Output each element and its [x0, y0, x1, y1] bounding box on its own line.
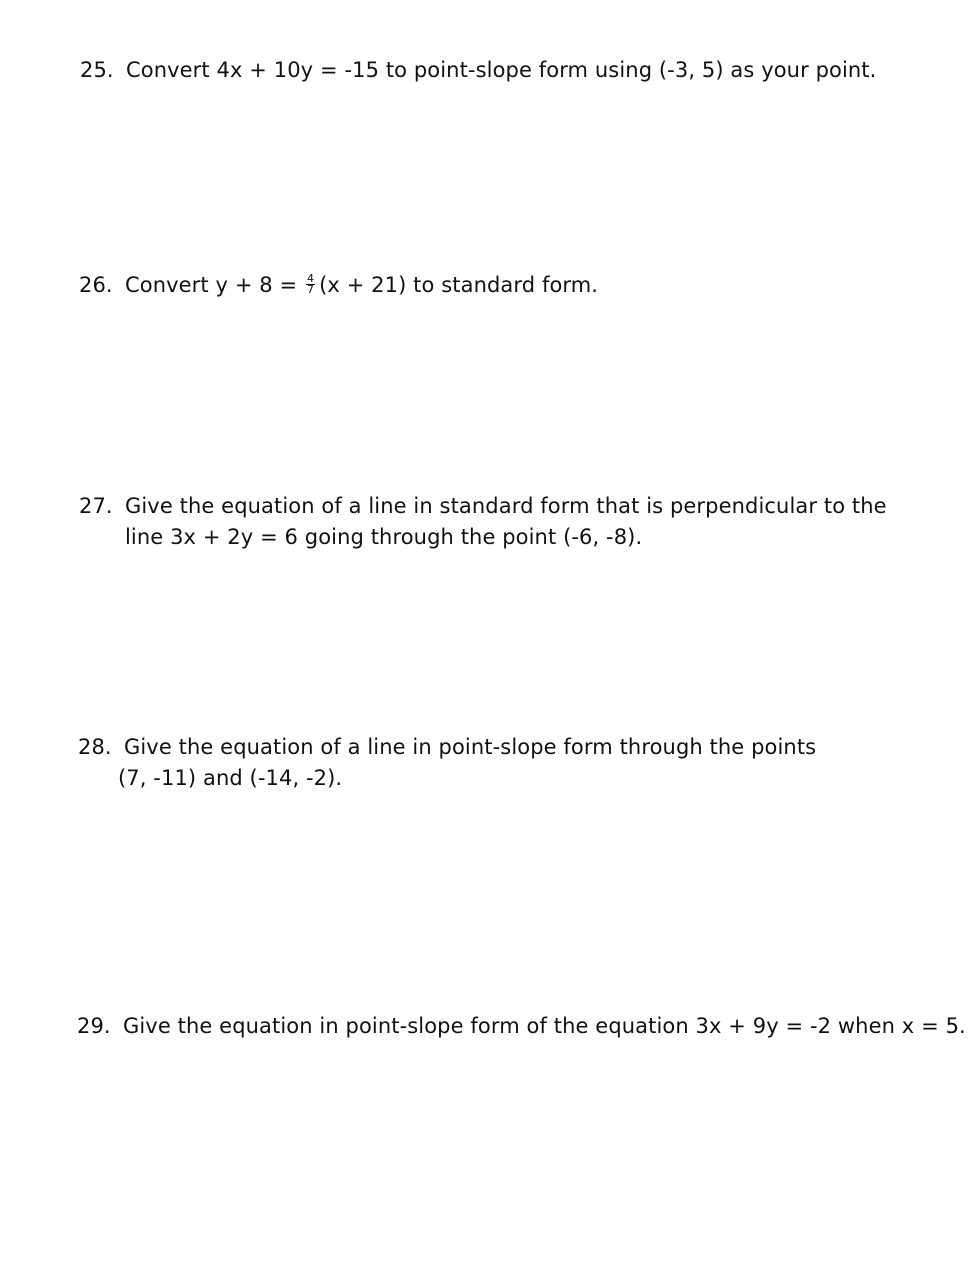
fraction-denominator: 7 [307, 282, 315, 296]
question-text-line-1: Give the equation of a line in point-slope form through the points [124, 735, 817, 759]
question-number: 27. [79, 494, 113, 518]
question-text-line-1: Give the equation of a line in standard form that is perpendicular to the [125, 494, 887, 518]
question-text-line-2: (7, -11) and (-14, -2). [118, 766, 343, 790]
question-text-before-fraction: Convert y + 8 = [125, 273, 298, 297]
question-text [125, 270, 598, 301]
fraction-numerator: 4 [307, 271, 315, 285]
question-number: 26. [79, 273, 113, 297]
question-number: 28. [78, 735, 112, 759]
question-text-line-2: line 3x + 2y = 6 going through the point (-6, -8). [125, 525, 643, 549]
question-text: Give the equation in point-slope form of the equation 3x + 9y = -2 when x = 5. [123, 1014, 966, 1038]
question-text-after-fraction: (x + 21) to standard form. [319, 273, 599, 297]
question-text: Convert 4x + 10y = -15 to point-slope form using (-3, 5) as your point. [126, 58, 877, 82]
question-number: 25. [80, 58, 114, 82]
fraction [306, 271, 315, 296]
question-number: 29. [77, 1014, 111, 1038]
